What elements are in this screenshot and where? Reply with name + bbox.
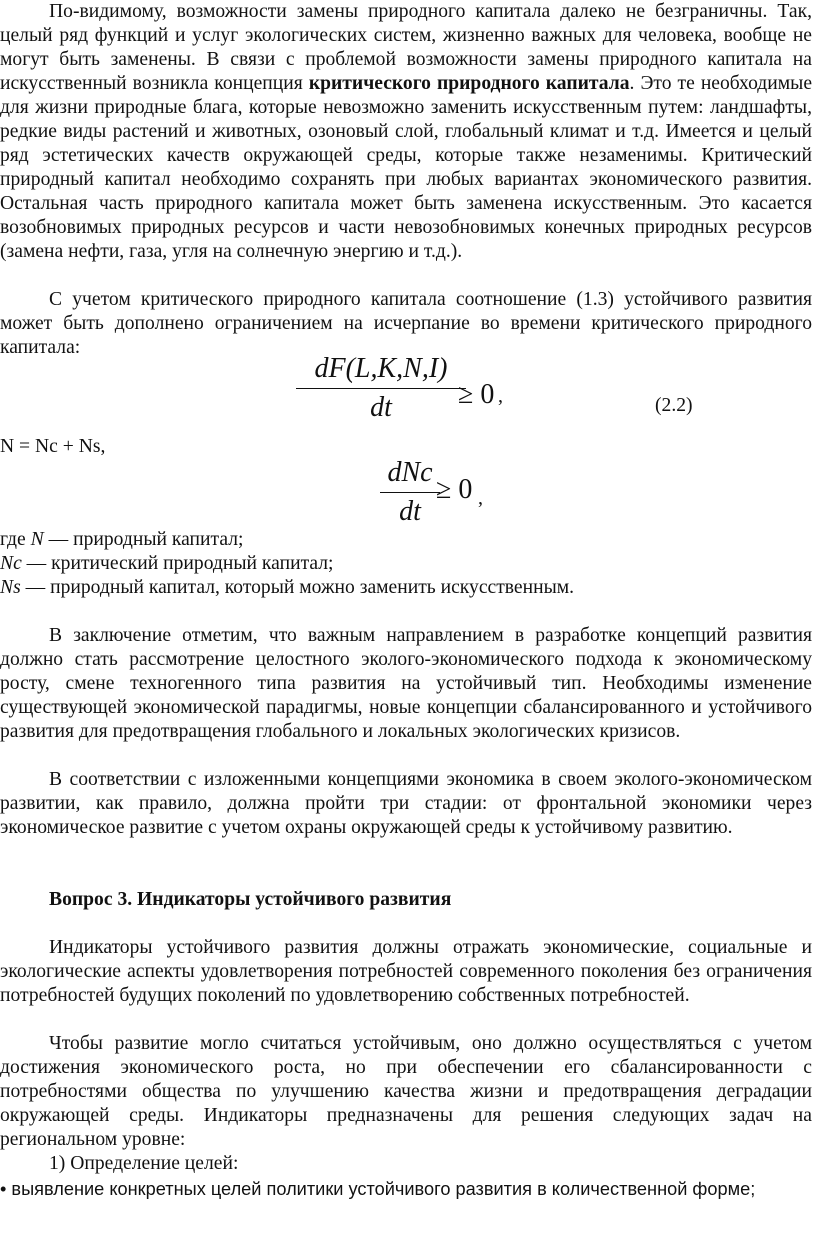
definition-nc — [0, 552, 333, 576]
symbol: N — [30, 529, 44, 550]
definition-text: — природный капитал, который можно заменить искусственным. — [20, 577, 575, 598]
definition-text: — критический природный капитал; — [21, 553, 334, 574]
fraction-bar — [380, 492, 440, 493]
formula-numerator: dNc — [387, 457, 433, 488]
paragraph-text: По-видимому, возможности замены природного капитала далеко не безграничны. Так, целый ряд функций и услуг экологических систем, жизненно важных для человека, вообще не могут быть заменены. В связи с проблемой возможности замены природного капитала на искусственный возникла концепция — [0, 1, 812, 94]
formula-comma: , — [478, 487, 483, 509]
fraction-bar — [296, 388, 466, 389]
bold-term: критического природного капитала — [308, 73, 630, 94]
paragraph-conclusion: В заключение отметим, что важным направлением в разработке концепций развития должно стать рассмотрение целостного эколого-экономического подхода к экономическому росту, смене техногенного типа развития на устойчивый тип. Необходимы изменение существующей экономической парадигмы, новые концепции сбалансированного и устойчивого развития для предотвращения глобального и локальных экологических кризисов. — [0, 625, 812, 742]
paragraph-constraint-intro: С учетом критического природного капитала соотношение (1.3) устойчивого развития может быть дополнено ограничением на исчерпание во времени критического природного капитала: — [0, 289, 812, 358]
formula-2-2-fraction — [296, 352, 466, 425]
formula-inequality: ≥ 0 — [436, 474, 473, 505]
formula-denominator: dt — [370, 392, 392, 423]
paragraph-critical-capital — [0, 0, 812, 264]
bullet-item: • выявление конкретных целей политики устойчивого развития в количественной форме; — [0, 1179, 756, 1199]
formula-dnc-fraction — [380, 456, 440, 529]
section-heading: Вопрос 3. Индикаторы устойчивого развития — [49, 889, 452, 910]
definition-n — [0, 528, 243, 552]
paragraph-indicators: Индикаторы устойчивого развития должны отражать экономические, социальные и экологические аспекты удовлетворения потребностей современного поколения без ограничения потребностей будущих поколений по удовлетворению собственных потребностей. — [0, 937, 812, 1006]
definition-ns — [0, 576, 574, 600]
symbol: Ns — [0, 577, 21, 598]
formula-inequality: ≥ 0 — [458, 379, 495, 410]
paragraph-three-stages: В соответствии с изложенными концепциями экономика в своем эколого-экономическом развитии, как правило, должна пройти три стадии: от фронтальной экономики через экономическое развитие с учетом охраны окружающей среды к устойчивому развитию. — [0, 769, 812, 838]
definition-text: — природный капитал; — [43, 529, 244, 550]
formula-denominator: dt — [399, 496, 421, 527]
definition-prefix: где — [0, 529, 31, 550]
paragraph-sustainable-growth: Чтобы развитие могло считаться устойчивым, оно должно осуществляться с учетом достижения экономического роста, но при обеспечении его сбалансированности с потребностями общества по улучшению качества жизни и предотвращения деградации окружающей среды. Индикаторы предназначены для решения следующих задач на региональном уровне: — [0, 1033, 812, 1150]
formula-comma: , — [498, 385, 503, 407]
paragraph-text: . Это те необходимые для жизни природные блага, которые невозможно заменить искусственным путем: ландшафты, редкие виды растений и животных, озоновый слой, глобальный климат и т.д. Имеется и целый ряд эстетических качеств окружающей среды, которые также незаменимы. Критический природный капитал необходимо сохранять при любых вариантах экономического развития. Остальная часть природного капитала может быть заменена искусственным. Это касается возобновимых природных ресурсов и части невозобновимых конечных природных ресурсов (замена нефти, газа, угля на солнечную энергию и т.д.). — [0, 73, 813, 262]
equation-n-sum: N = Nc + Ns, — [0, 436, 106, 457]
list-heading: 1) Определение целей: — [49, 1153, 239, 1174]
symbol: Nc — [0, 553, 22, 574]
equation-number: (2.2) — [655, 395, 693, 416]
formula-numerator: dF(L,K,N,I) — [314, 353, 448, 384]
